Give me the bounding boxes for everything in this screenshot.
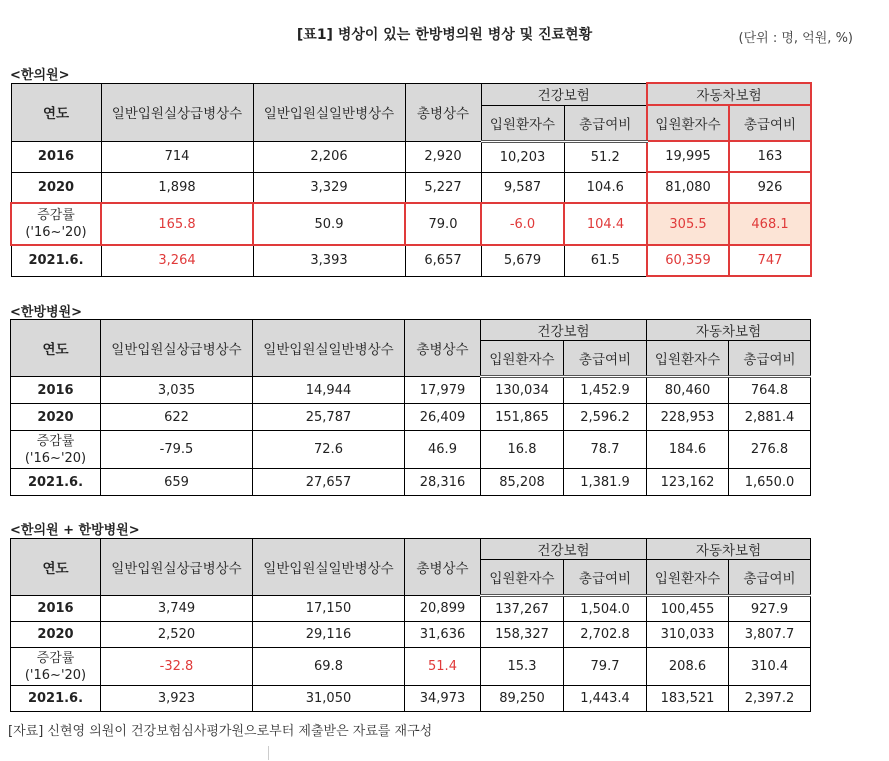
- table-row: [11, 469, 811, 496]
- combined-table: [10, 538, 811, 712]
- cell-auto-benefit: 276.8: [729, 431, 811, 469]
- header-health-benefit: 총급여비: [564, 560, 647, 596]
- cell-bed-upper: 2,520: [101, 622, 253, 648]
- cell-auto-patients: 19,995: [647, 141, 729, 172]
- cell-auto-patients: 123,162: [647, 469, 729, 496]
- unit-note: (단위 : 명, 억원, %): [738, 31, 853, 46]
- cell-health-patients: -6.0: [481, 203, 564, 245]
- cell-health-benefit: 79.7: [564, 648, 647, 686]
- table-row: [11, 377, 811, 404]
- cell-auto-patients: 80,460: [647, 377, 729, 404]
- header-auto-insurance: 자동차보험: [647, 320, 811, 341]
- cell-bed-upper: 714: [101, 141, 253, 172]
- row-year: 2016: [11, 596, 101, 622]
- divider-mark: [268, 746, 269, 760]
- row-year: 2020: [11, 622, 101, 648]
- cell-health-benefit: 1,381.9: [564, 469, 647, 496]
- header-auto-benefit: 총급여비: [729, 560, 811, 596]
- hospital-table: [10, 319, 811, 496]
- cell-bed-general: 31,050: [253, 686, 405, 712]
- cell-bed-upper: 165.8: [101, 203, 253, 245]
- cell-auto-benefit: 2,397.2: [729, 686, 811, 712]
- header-bed-general: 일반입원실일반병상수: [253, 320, 405, 377]
- header-health-patients: 입원환자수: [481, 341, 564, 377]
- cell-bed-upper: 1,898: [101, 172, 253, 203]
- source-note: [자료] 신현영 의원이 건강보험심사평가원으로부터 제출받은 자료를 재구성: [8, 724, 433, 739]
- header-health-patients: 입원환자수: [481, 560, 564, 596]
- cell-auto-benefit: 163: [729, 141, 811, 172]
- cell-health-benefit: 2,596.2: [564, 404, 647, 431]
- cell-bed-total: 28,316: [405, 469, 481, 496]
- cell-auto-benefit: 1,650.0: [729, 469, 811, 496]
- cell-bed-general: 25,787: [253, 404, 405, 431]
- header-bed-general: 일반입원실일반병상수: [253, 83, 405, 141]
- cell-health-benefit: 104.6: [564, 172, 647, 203]
- cell-bed-general: 50.9: [253, 203, 405, 245]
- header-auto-benefit: 총급여비: [729, 105, 811, 141]
- cell-health-benefit: 78.7: [564, 431, 647, 469]
- cell-bed-general: 3,393: [253, 245, 405, 276]
- cell-health-benefit: 1,443.4: [564, 686, 647, 712]
- cell-auto-patients: 208.6: [647, 648, 729, 686]
- table-row: [11, 686, 811, 712]
- cell-bed-total: 5,227: [405, 172, 481, 203]
- cell-health-patients: 15.3: [481, 648, 564, 686]
- cell-bed-upper: 3,923: [101, 686, 253, 712]
- cell-health-patients: 89,250: [481, 686, 564, 712]
- header-bed-total: 총병상수: [405, 539, 481, 596]
- cell-bed-general: 29,116: [253, 622, 405, 648]
- growth-label-line1: 증감률: [36, 433, 75, 449]
- header-auto-patients: 입원환자수: [647, 105, 729, 141]
- header-bed-general: 일반입원실일반병상수: [253, 539, 405, 596]
- cell-bed-general: 2,206: [253, 141, 405, 172]
- cell-auto-benefit: 2,881.4: [729, 404, 811, 431]
- header-health-insurance: 건강보험: [481, 539, 647, 560]
- cell-health-benefit: 1,452.9: [564, 377, 647, 404]
- cell-bed-general: 69.8: [253, 648, 405, 686]
- cell-auto-benefit: 3,807.7: [729, 622, 811, 648]
- header-health-benefit: 총급여비: [564, 105, 647, 141]
- cell-auto-benefit: 310.4: [729, 648, 811, 686]
- header-year: 연도: [11, 539, 101, 596]
- cell-bed-general: 3,329: [253, 172, 405, 203]
- header-bed-total: 총병상수: [405, 320, 481, 377]
- growth-label-line2: ('16~'20): [24, 667, 87, 683]
- header-year: 연도: [11, 320, 101, 377]
- table-row: [11, 141, 811, 172]
- growth-label-line2: ('16~'20): [25, 225, 87, 240]
- section-label-combined: <한의원 + 한방병원>: [10, 523, 140, 538]
- cell-health-patients: 137,267: [481, 596, 564, 622]
- cell-auto-benefit: 468.1: [729, 203, 811, 245]
- cell-bed-upper: 3,749: [101, 596, 253, 622]
- cell-health-patients: 158,327: [481, 622, 564, 648]
- cell-health-benefit: 2,702.8: [564, 622, 647, 648]
- cell-health-benefit: 61.5: [564, 245, 647, 276]
- row-year: 2016: [11, 377, 101, 404]
- cell-auto-patients: 305.5: [647, 203, 729, 245]
- cell-bed-upper: -32.8: [101, 648, 253, 686]
- cell-auto-patients: 60,359: [647, 245, 729, 276]
- cell-health-patients: 151,865: [481, 404, 564, 431]
- table-row: [11, 622, 811, 648]
- table-row: [11, 596, 811, 622]
- cell-auto-patients: 228,953: [647, 404, 729, 431]
- cell-bed-total: 79.0: [405, 203, 481, 245]
- table-row: [11, 172, 811, 203]
- row-year: 2020: [11, 404, 101, 431]
- cell-bed-upper: 3,035: [101, 377, 253, 404]
- cell-bed-total: 2,920: [405, 141, 481, 172]
- cell-health-benefit: 1,504.0: [564, 596, 647, 622]
- cell-auto-patients: 100,455: [647, 596, 729, 622]
- header-bed-total: 총병상수: [405, 83, 481, 141]
- header-auto-patients: 입원환자수: [647, 341, 729, 377]
- header-health-benefit: 총급여비: [564, 341, 647, 377]
- cell-bed-total: 46.9: [405, 431, 481, 469]
- section-label-clinic: <한의원>: [10, 68, 70, 83]
- row-growth-label: [11, 648, 101, 686]
- cell-health-benefit: 51.2: [564, 141, 647, 172]
- row-year: 2021.6.: [11, 245, 101, 276]
- section-label-hospital: <한방병원>: [10, 305, 83, 320]
- cell-health-benefit: 104.4: [564, 203, 647, 245]
- clinic-table: [10, 82, 812, 277]
- cell-bed-general: 17,150: [253, 596, 405, 622]
- row-year: 2021.6.: [11, 469, 101, 496]
- header-year: 연도: [11, 83, 101, 141]
- cell-auto-benefit: 764.8: [729, 377, 811, 404]
- cell-auto-patients: 310,033: [647, 622, 729, 648]
- table-row: [11, 431, 811, 469]
- cell-bed-general: 72.6: [253, 431, 405, 469]
- header-auto-benefit: 총급여비: [729, 341, 811, 377]
- header-health-insurance: 건강보험: [481, 320, 647, 341]
- cell-auto-benefit: 926: [729, 172, 811, 203]
- row-year: 2021.6.: [11, 686, 101, 712]
- cell-bed-total: 31,636: [405, 622, 481, 648]
- cell-bed-total: 20,899: [405, 596, 481, 622]
- cell-health-patients: 16.8: [481, 431, 564, 469]
- cell-bed-total: 6,657: [405, 245, 481, 276]
- row-growth-label: [11, 431, 101, 469]
- table-row: [11, 648, 811, 686]
- row-year: 2016: [11, 141, 101, 172]
- cell-health-patients: 5,679: [481, 245, 564, 276]
- cell-health-patients: 9,587: [481, 172, 564, 203]
- row-year: 2020: [11, 172, 101, 203]
- cell-bed-upper: 622: [101, 404, 253, 431]
- cell-bed-total: 26,409: [405, 404, 481, 431]
- header-bed-upper: 일반입원실상급병상수: [101, 320, 253, 377]
- table-title: [표1] 병상이 있는 한방병의원 병상 및 진료현황: [296, 27, 593, 43]
- cell-auto-patients: 183,521: [647, 686, 729, 712]
- header-health-insurance: 건강보험: [481, 83, 647, 105]
- table-row: [11, 245, 811, 276]
- cell-bed-total: 51.4: [405, 648, 481, 686]
- table-row: [11, 203, 811, 245]
- cell-auto-benefit: 927.9: [729, 596, 811, 622]
- cell-bed-general: 27,657: [253, 469, 405, 496]
- header-auto-patients: 입원환자수: [647, 560, 729, 596]
- growth-label-line2: ('16~'20): [24, 450, 87, 466]
- table-row: [11, 404, 811, 431]
- row-growth-label: [11, 203, 101, 245]
- header-auto-insurance: 자동차보험: [647, 83, 811, 105]
- growth-label-line1: 증감률: [37, 208, 75, 223]
- cell-bed-upper: -79.5: [101, 431, 253, 469]
- cell-health-patients: 130,034: [481, 377, 564, 404]
- cell-health-patients: 85,208: [481, 469, 564, 496]
- header-bed-upper: 일반입원실상급병상수: [101, 539, 253, 596]
- cell-auto-benefit: 747: [729, 245, 811, 276]
- growth-label-line1: 증감률: [36, 650, 75, 666]
- cell-auto-patients: 184.6: [647, 431, 729, 469]
- header-bed-upper: 일반입원실상급병상수: [101, 83, 253, 141]
- cell-bed-total: 17,979: [405, 377, 481, 404]
- cell-health-patients: 10,203: [481, 141, 564, 172]
- cell-auto-patients: 81,080: [647, 172, 729, 203]
- cell-bed-upper: 3,264: [101, 245, 253, 276]
- cell-bed-upper: 659: [101, 469, 253, 496]
- header-health-patients: 입원환자수: [481, 105, 564, 141]
- cell-bed-total: 34,973: [405, 686, 481, 712]
- header-auto-insurance: 자동차보험: [647, 539, 811, 560]
- cell-bed-general: 14,944: [253, 377, 405, 404]
